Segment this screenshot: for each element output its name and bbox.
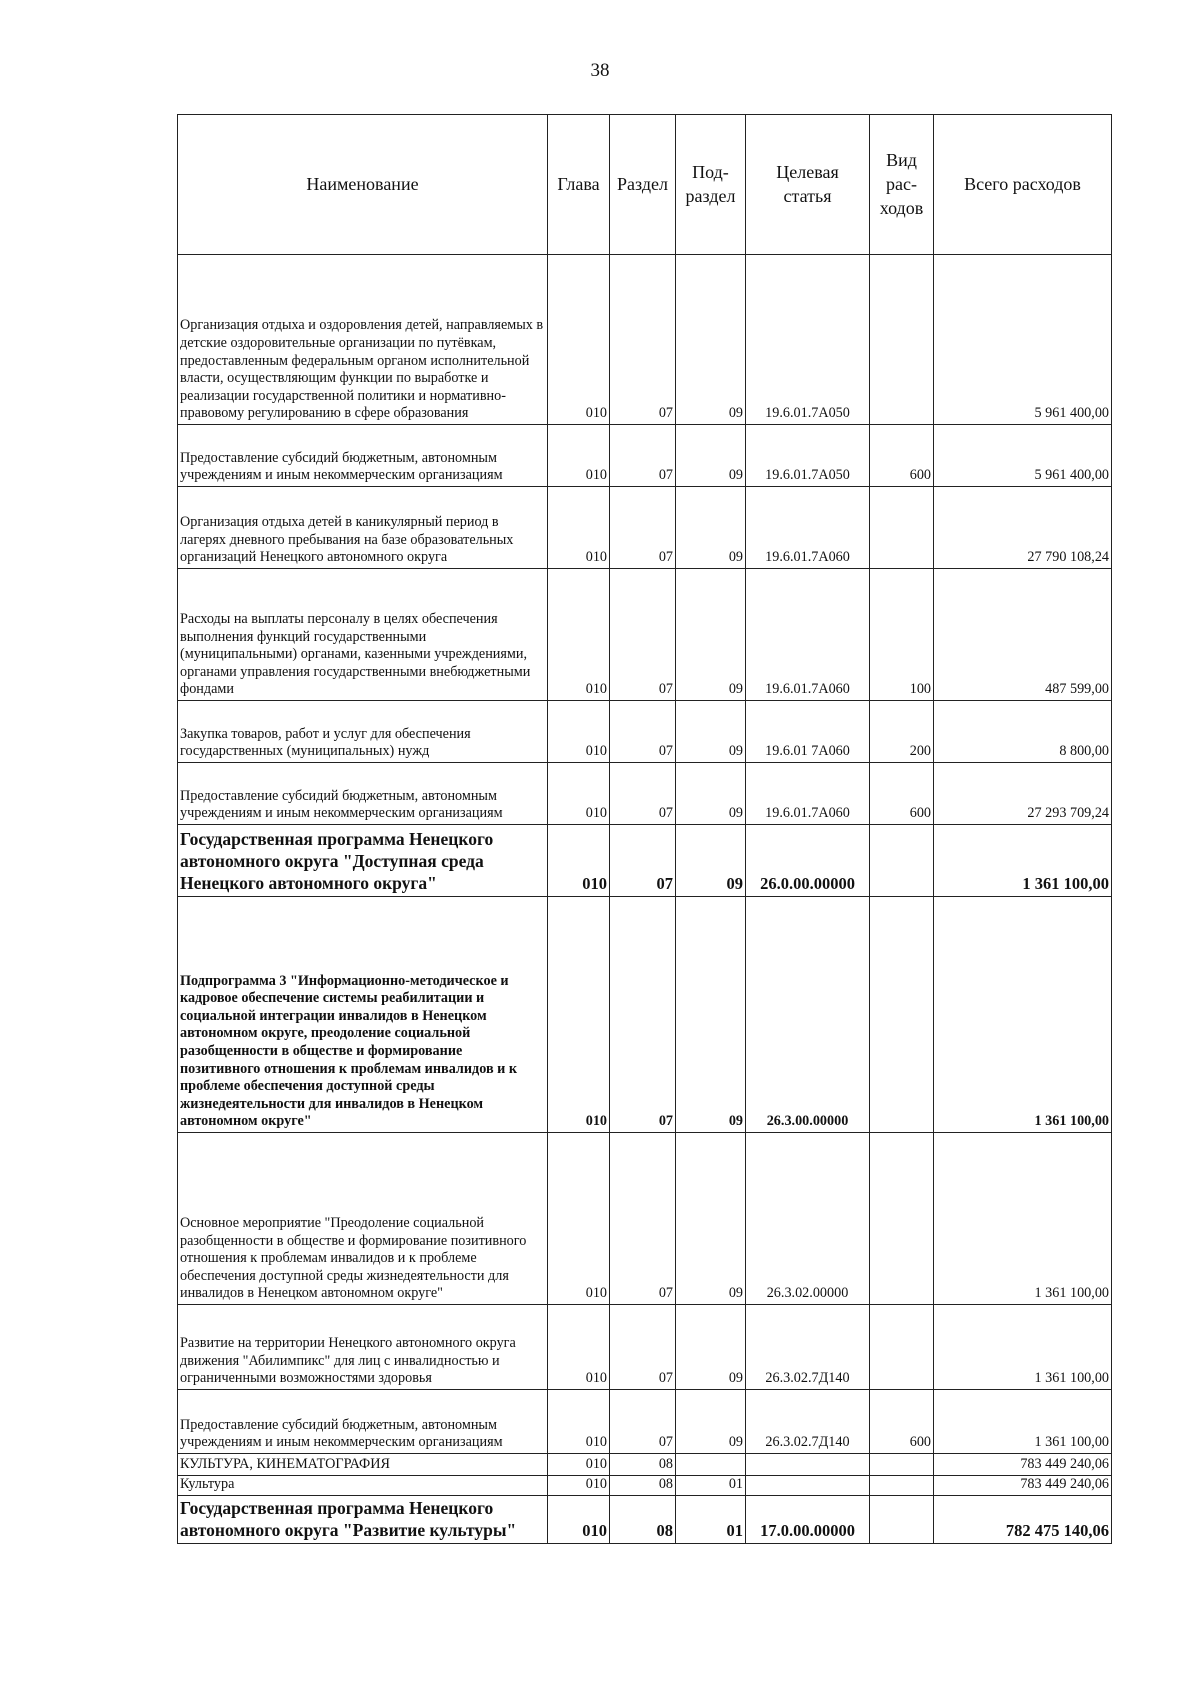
- cell-total: 27 293 709,24: [934, 763, 1112, 825]
- header-kind: Вид рас- ходов: [870, 115, 934, 255]
- cell-target: 26.3.02.7Д140: [746, 1305, 870, 1390]
- cell-kind: [870, 1305, 934, 1390]
- cell-kind: [870, 1476, 934, 1496]
- table-row: [178, 1305, 1112, 1390]
- cell-total: 1 361 100,00: [934, 825, 1112, 897]
- cell-chapter: 010: [548, 1133, 610, 1305]
- cell-subsection: 09: [676, 1390, 746, 1454]
- cell-kind: 600: [870, 763, 934, 825]
- cell-chapter: 010: [548, 1496, 610, 1544]
- cell-subsection: 09: [676, 425, 746, 487]
- table-header-row: [178, 115, 1112, 255]
- table-row: [178, 1133, 1112, 1305]
- cell-total: 1 361 100,00: [934, 1390, 1112, 1454]
- cell-name: Основное мероприятие "Преодоление социальной разобщенности в обществе и формирование позитивного отношения к проблемам инвалидов и к проблеме обеспечения доступной среды жизнедеятельности для инвалидов в Ненецком автономном округе": [178, 1133, 548, 1305]
- header-section: Раздел: [610, 115, 676, 255]
- cell-name: Подпрограмма 3 "Информационно-методическое и кадровое обеспечение системы реабилитации и социальной интеграции инвалидов в Ненецком автономном округе, преодоление социальной разобщенности в обществе и формирование позитивного отношения к проблемам инвалидов и к проблеме обеспечения доступной среды жизнедеятельности для инвалидов в Ненецком автономном округе": [178, 897, 548, 1133]
- cell-total: 5 961 400,00: [934, 255, 1112, 425]
- cell-name: Предоставление субсидий бюджетным, автономным учреждениям и иным некоммерческим организациям: [178, 1390, 548, 1454]
- cell-total: 1 361 100,00: [934, 897, 1112, 1133]
- header-subsection: Под- раздел: [676, 115, 746, 255]
- cell-target: 17.0.00.00000: [746, 1496, 870, 1544]
- cell-target: 19.6.01.7А060: [746, 569, 870, 701]
- cell-total: 8 800,00: [934, 701, 1112, 763]
- cell-total: 783 449 240,06: [934, 1454, 1112, 1476]
- cell-kind: 600: [870, 425, 934, 487]
- cell-section: 07: [610, 763, 676, 825]
- cell-kind: 200: [870, 701, 934, 763]
- cell-section: 07: [610, 425, 676, 487]
- cell-section: 07: [610, 569, 676, 701]
- cell-chapter: 010: [548, 825, 610, 897]
- cell-subsection: 09: [676, 255, 746, 425]
- cell-name: Предоставление субсидий бюджетным, автономным учреждениям и иным некоммерческим организациям: [178, 425, 548, 487]
- table-row: [178, 701, 1112, 763]
- cell-name: Развитие на территории Ненецкого автономного округа движения "Абилимпикс" для лиц с инвалидностью и ограниченными возможностями здоровья: [178, 1305, 548, 1390]
- cell-name: Государственная программа Ненецкого автономного округа "Доступная среда Ненецкого автономного округа": [178, 825, 548, 897]
- table-row: [178, 825, 1112, 897]
- cell-target: [746, 1476, 870, 1496]
- cell-section: 08: [610, 1476, 676, 1496]
- cell-subsection: 09: [676, 1133, 746, 1305]
- cell-name: Расходы на выплаты персоналу в целях обеспечения выполнения функций государственными (муниципальными) органами, казенными учреждениями, органами управления государственными внебюджетными фондами: [178, 569, 548, 701]
- cell-target: 19.6.01.7А060: [746, 763, 870, 825]
- cell-section: 07: [610, 701, 676, 763]
- table-row: [178, 1390, 1112, 1454]
- page-number: 38: [590, 60, 610, 81]
- cell-name: Организация отдыха и оздоровления детей, направляемых в детские оздоровительные организации по путёвкам, предоставленным федеральным органом исполнительной власти, осуществляющим функции по выработке и реализации государственной политики и нормативно-правовому регулированию в сфере образования: [178, 255, 548, 425]
- cell-chapter: 010: [548, 1390, 610, 1454]
- cell-kind: [870, 1496, 934, 1544]
- cell-section: 07: [610, 1305, 676, 1390]
- cell-total: 1 361 100,00: [934, 1133, 1112, 1305]
- cell-kind: 600: [870, 1390, 934, 1454]
- cell-target: 19.6.01 7А060: [746, 701, 870, 763]
- cell-total: 487 599,00: [934, 569, 1112, 701]
- cell-kind: [870, 255, 934, 425]
- cell-total: 783 449 240,06: [934, 1476, 1112, 1496]
- table-row: [178, 1496, 1112, 1544]
- cell-total: 5 961 400,00: [934, 425, 1112, 487]
- cell-subsection: 09: [676, 825, 746, 897]
- cell-subsection: 09: [676, 487, 746, 569]
- cell-target: 26.0.00.00000: [746, 825, 870, 897]
- cell-chapter: 010: [548, 1305, 610, 1390]
- cell-subsection: 01: [676, 1496, 746, 1544]
- table-row: [178, 1476, 1112, 1496]
- cell-subsection: 09: [676, 897, 746, 1133]
- cell-chapter: 010: [548, 897, 610, 1133]
- cell-section: 08: [610, 1496, 676, 1544]
- table-row: [178, 763, 1112, 825]
- cell-chapter: 010: [548, 1476, 610, 1496]
- cell-name: КУЛЬТУРА, КИНЕМАТОГРАФИЯ: [178, 1454, 548, 1476]
- cell-kind: [870, 897, 934, 1133]
- cell-chapter: 010: [548, 487, 610, 569]
- budget-table: [177, 114, 1112, 1544]
- cell-total: 27 790 108,24: [934, 487, 1112, 569]
- header-name: Наименование: [178, 115, 548, 255]
- cell-chapter: 010: [548, 701, 610, 763]
- header-target: Целевая статья: [746, 115, 870, 255]
- cell-total: 1 361 100,00: [934, 1305, 1112, 1390]
- cell-section: 07: [610, 255, 676, 425]
- cell-kind: 100: [870, 569, 934, 701]
- cell-subsection: [676, 1454, 746, 1476]
- cell-subsection: 09: [676, 763, 746, 825]
- cell-kind: [870, 1454, 934, 1476]
- cell-section: 07: [610, 897, 676, 1133]
- cell-total: 782 475 140,06: [934, 1496, 1112, 1544]
- cell-kind: [870, 1133, 934, 1305]
- cell-chapter: 010: [548, 569, 610, 701]
- cell-name: Организация отдыха детей в каникулярный период в лагерях дневного пребывания на базе образовательных организаций Ненецкого автономного округа: [178, 487, 548, 569]
- header-total: Всего расходов: [934, 115, 1112, 255]
- cell-section: 07: [610, 487, 676, 569]
- cell-subsection: 01: [676, 1476, 746, 1496]
- table-row: [178, 487, 1112, 569]
- header-chapter: Глава: [548, 115, 610, 255]
- cell-target: [746, 1454, 870, 1476]
- cell-target: 26.3.00.00000: [746, 897, 870, 1133]
- cell-chapter: 010: [548, 763, 610, 825]
- cell-subsection: 09: [676, 701, 746, 763]
- cell-target: 26.3.02.00000: [746, 1133, 870, 1305]
- cell-section: 08: [610, 1454, 676, 1476]
- cell-subsection: 09: [676, 1305, 746, 1390]
- cell-kind: [870, 825, 934, 897]
- table-row: [178, 1454, 1112, 1476]
- cell-name: Культура: [178, 1476, 548, 1496]
- cell-name: Предоставление субсидий бюджетным, автономным учреждениям и иным некоммерческим организациям: [178, 763, 548, 825]
- cell-chapter: 010: [548, 255, 610, 425]
- table-row: [178, 569, 1112, 701]
- cell-target: 26.3.02.7Д140: [746, 1390, 870, 1454]
- cell-section: 07: [610, 1390, 676, 1454]
- cell-target: 19.6.01.7А050: [746, 255, 870, 425]
- cell-chapter: 010: [548, 425, 610, 487]
- cell-target: 19.6.01.7А060: [746, 487, 870, 569]
- cell-section: 07: [610, 1133, 676, 1305]
- cell-target: 19.6.01.7А050: [746, 425, 870, 487]
- table-row: [178, 255, 1112, 425]
- cell-kind: [870, 487, 934, 569]
- cell-subsection: 09: [676, 569, 746, 701]
- cell-chapter: 010: [548, 1454, 610, 1476]
- table-row: [178, 897, 1112, 1133]
- cell-name: Государственная программа Ненецкого автономного округа "Развитие культуры": [178, 1496, 548, 1544]
- cell-section: 07: [610, 825, 676, 897]
- cell-name: Закупка товаров, работ и услуг для обеспечения государственных (муниципальных) нужд: [178, 701, 548, 763]
- table-row: [178, 425, 1112, 487]
